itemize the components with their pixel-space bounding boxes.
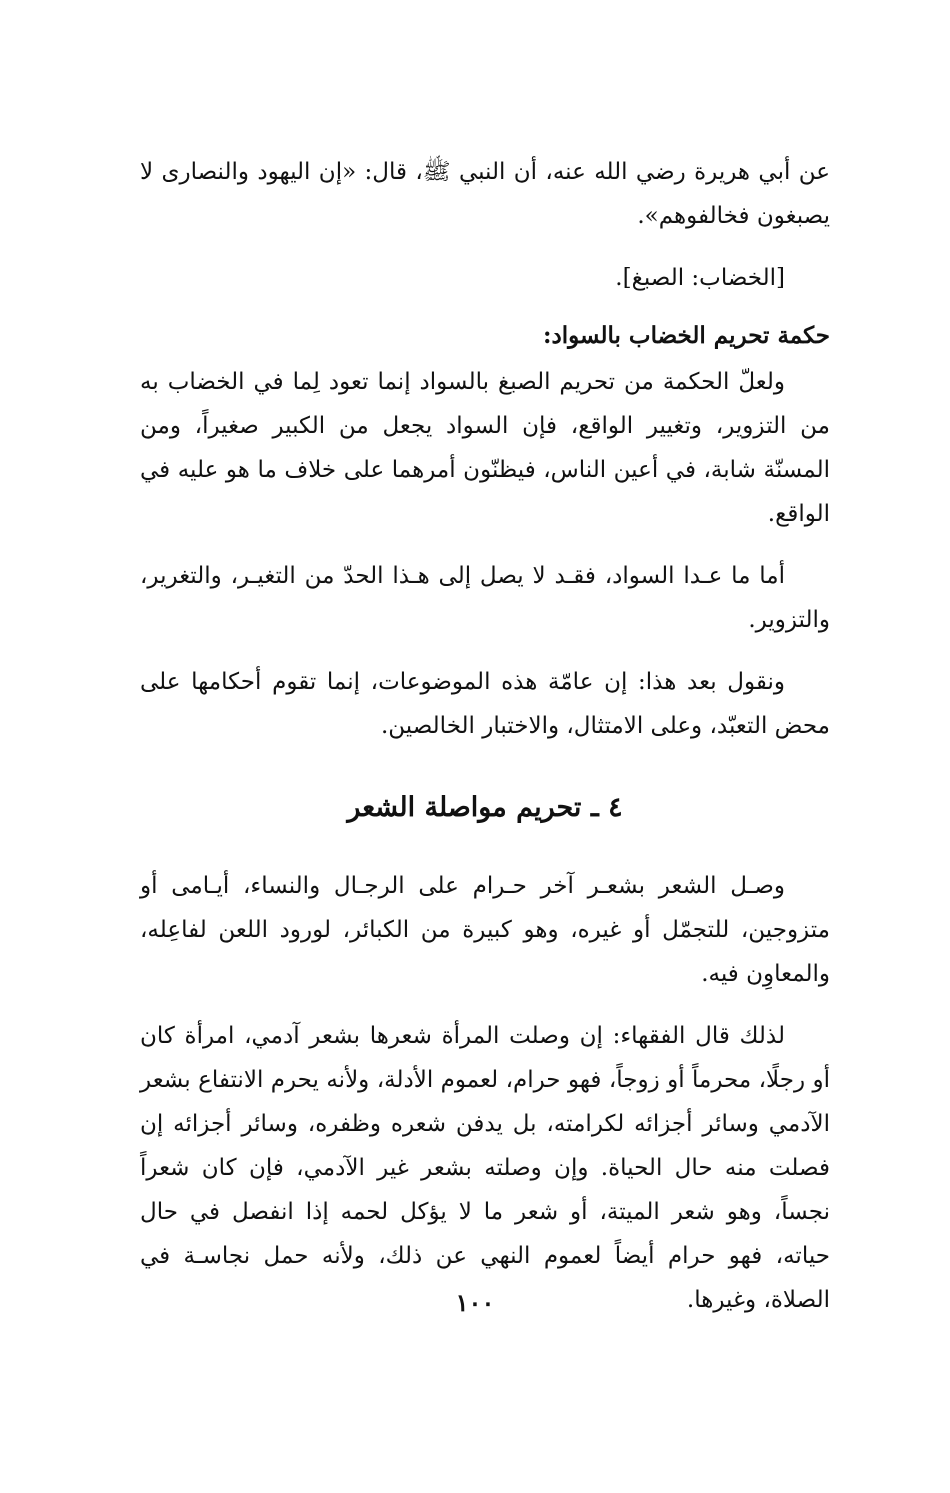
definition-note: [الخضاب: الصبغ].: [615, 265, 785, 291]
wisdom-paragraph: ولعلّ الحكمة من تحريم الصبغ بالسواد إنما تعود لِما في الخضاب به من التزوير، وتغيير الواقع، فإن السواد يجعل من الكبير صغيراً، ومن المسنّة شابة، في أعين الناس، فيظنّون أمرهما على خلاف ما هو عليه في الواقع.: [140, 369, 830, 527]
jurists-paragraph: لذلك قال الفقهاء: إن وصلت المرأة شعرها بشعر آدمي، امرأة كان أو رجلًا، محرماً أو زوجاً، فهو حرام، لعموم الأدلة، ولأنه يحرم الانتفاع بشعر الآدمي وسائر أجزائه لكرامته، بل يدفن شعره وظفره، وسائر أجزائه إن فصلت منه حال الحياة. وإن وصلته بشعر غير الآدمي، فإن كان شعراً نجساً، وهو شعر الميتة، أو شعر ما لا يؤكل لحمه إذا انفصل في حال حياته، فهو حرام أيضاً لعموم النهي عن ذلك، ولأنه حمل نجاسـة في الصلاة، وغيرها.: [140, 1023, 830, 1313]
hair-extension-paragraph: وصـل الشعر بشعـر آخر حـرام على الرجـال والنساء، أيـامى أو متزوجين، للتجمّل أو غيره، وهو كبيرة من الكبائر، لورود اللعن لفاعِله، والمعاوِن فيه.: [140, 873, 830, 987]
conclusion-paragraph: ونقول بعد هذا: إن عامّة هذه الموضوعات، إنما تقوم أحكامها على محض التعبّد، وعلى الامتثال، والاختبار الخالصين.: [140, 669, 830, 739]
subheading-wisdom: حكمة تحريم الخضاب بالسواد:: [542, 322, 830, 349]
section-title: ٤ ـ تحريم مواصلة الشعر: [347, 792, 623, 823]
hadith-paragraph: عن أبي هريرة رضي الله عنه، أن النبي ﷺ، قال: «إن اليهود والنصارى لا يصبغون فخالفوهم».: [140, 159, 830, 229]
page-number: ١٠٠: [455, 1288, 495, 1317]
other-colors-paragraph: أما ما عـدا السواد، فقـد لا يصل إلى هـذا الحدّ من التغيـر، والتغرير، والتزوير.: [140, 563, 830, 633]
page-body: [140, 150, 830, 1340]
